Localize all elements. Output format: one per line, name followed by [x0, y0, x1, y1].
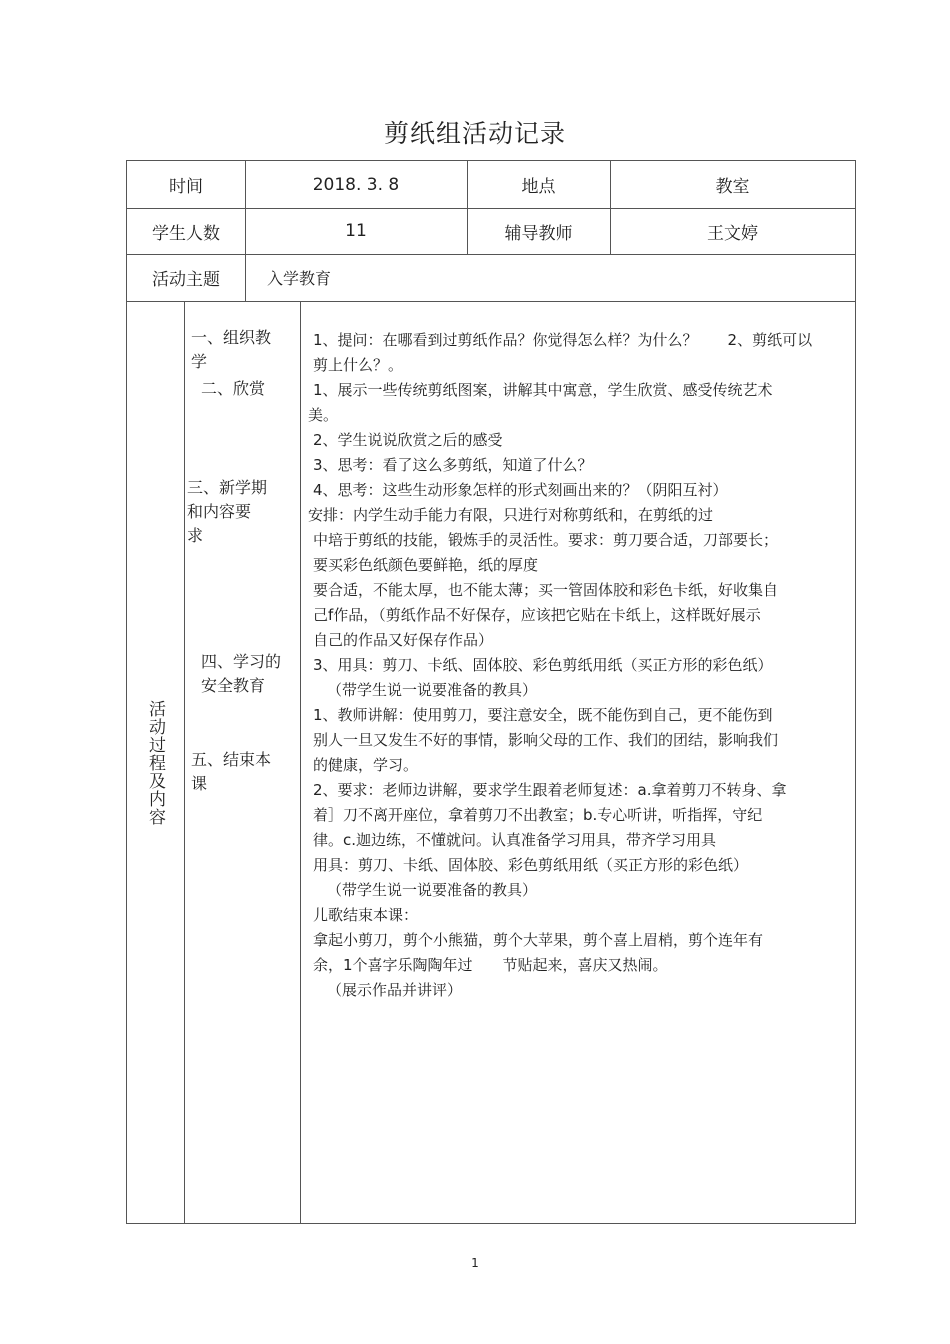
content-line: （展示作品并讲评）	[327, 981, 463, 999]
content-line: 2、学生说说欣赏之后的感受	[313, 431, 503, 449]
content-line: 剪上什么？。	[313, 356, 404, 374]
students-value: 11	[345, 221, 367, 241]
content-line: 余，1个喜字乐陶陶年过 节贴起来，喜庆又热闹。	[313, 956, 668, 974]
content-line: 1、教师讲解：使用剪刀，要注意安全，既不能伤到自己，更不能伤到	[313, 706, 773, 724]
section-organize: 一、组织教 学	[191, 328, 272, 371]
content-line: 4、思考：这些生动形象怎样的形式刻画出来的？（阴阳互衬）	[313, 481, 728, 499]
content-line: 美。	[308, 406, 339, 424]
content-line: （带学生说一说要准备的教具）	[327, 681, 538, 699]
content-line: 的健康，学习。	[313, 756, 419, 774]
theme-label: 活动主题	[152, 270, 220, 290]
content-line: 要买彩色纸颜色要鲜艳，纸的厚度	[313, 556, 539, 574]
content-line: 自己的作品又好保存作品）	[313, 631, 494, 649]
page-number: 1	[471, 1256, 479, 1270]
content-line: （带学生说一说要准备的教具）	[327, 881, 538, 899]
time-value: 2018. 3. 8	[312, 174, 400, 195]
content-line: 中培于剪纸的技能，锻炼手的灵活性。要求：剪刀要合适，刀部要长；	[313, 531, 779, 549]
time-label: 时间	[169, 177, 203, 197]
teacher-value: 王文婷	[707, 223, 758, 244]
content-line: 2、要求：老师边讲解，要求学生跟着老师复述：a.拿着剪刀不转身、拿	[313, 781, 787, 799]
content-line: 1、展示一些传统剪纸图案，讲解其中寓意，学生欣赏、感受传统艺术	[313, 381, 773, 399]
content-line: 要合适，不能太厚，也不能太薄；买一管固体胶和彩色卡纸，好收集自	[313, 581, 779, 599]
process-label	[127, 301, 184, 1225]
content-line: 着］刀不离开座位，拿着剪刀不出教室；b.专心听讲，听指挥，守纪	[313, 806, 763, 824]
content-line: 己f作品，（剪纸作品不好保存，应该把它贴在卡纸上，这样既好展示	[313, 606, 761, 624]
content-line: 拿起小剪刀，剪个小熊猫，剪个大苹果，剪个喜上眉梢，剪个连年有	[313, 931, 764, 949]
section-safety: 四、学习的 安全教育	[201, 652, 282, 695]
place-value: 教室	[715, 177, 750, 197]
content-line: 别人一旦又发生不好的事情，影响父母的工作、我们的团结，影响我们	[313, 731, 779, 749]
content-line: 用具：剪刀、卡纸、固体胶、彩色剪纸用纸（买正方形的彩色纸）	[313, 856, 749, 874]
activity-record-table	[126, 160, 856, 1224]
section-appreciate: 二、欣赏	[201, 379, 266, 398]
section-ending: 五、结束本 课	[191, 750, 272, 793]
content-line: 儿歌结束本课：	[313, 906, 419, 924]
place-label: 地点	[521, 177, 556, 197]
page-title: 剪纸组活动记录	[383, 119, 566, 148]
section-new-term: 三、新学期 和内容要 求	[187, 478, 268, 545]
content-line: 3、用具：剪刀、卡纸、固体胶、彩色剪纸用纸（买正方形的彩色纸）	[313, 656, 773, 674]
content-line: 1、提问：在哪看到过剪纸作品？你觉得怎么样？为什么？ 2、剪纸可以	[313, 331, 813, 349]
content-line: 安排：内学生动手能力有限，只进行对称剪纸和，在剪纸的过	[308, 506, 714, 524]
teacher-label: 辅导教师	[504, 223, 573, 244]
content-line: 3、思考：看了这么多剪纸，知道了什么？	[313, 456, 593, 474]
process-label-text: 活动过程及内容	[145, 700, 165, 826]
theme-value: 入学教育	[267, 269, 332, 288]
students-label: 学生人数	[152, 223, 220, 244]
content-line: 律。c.迦边练，不懂就问。认真准备学习用具，带齐学习用具	[313, 831, 717, 849]
